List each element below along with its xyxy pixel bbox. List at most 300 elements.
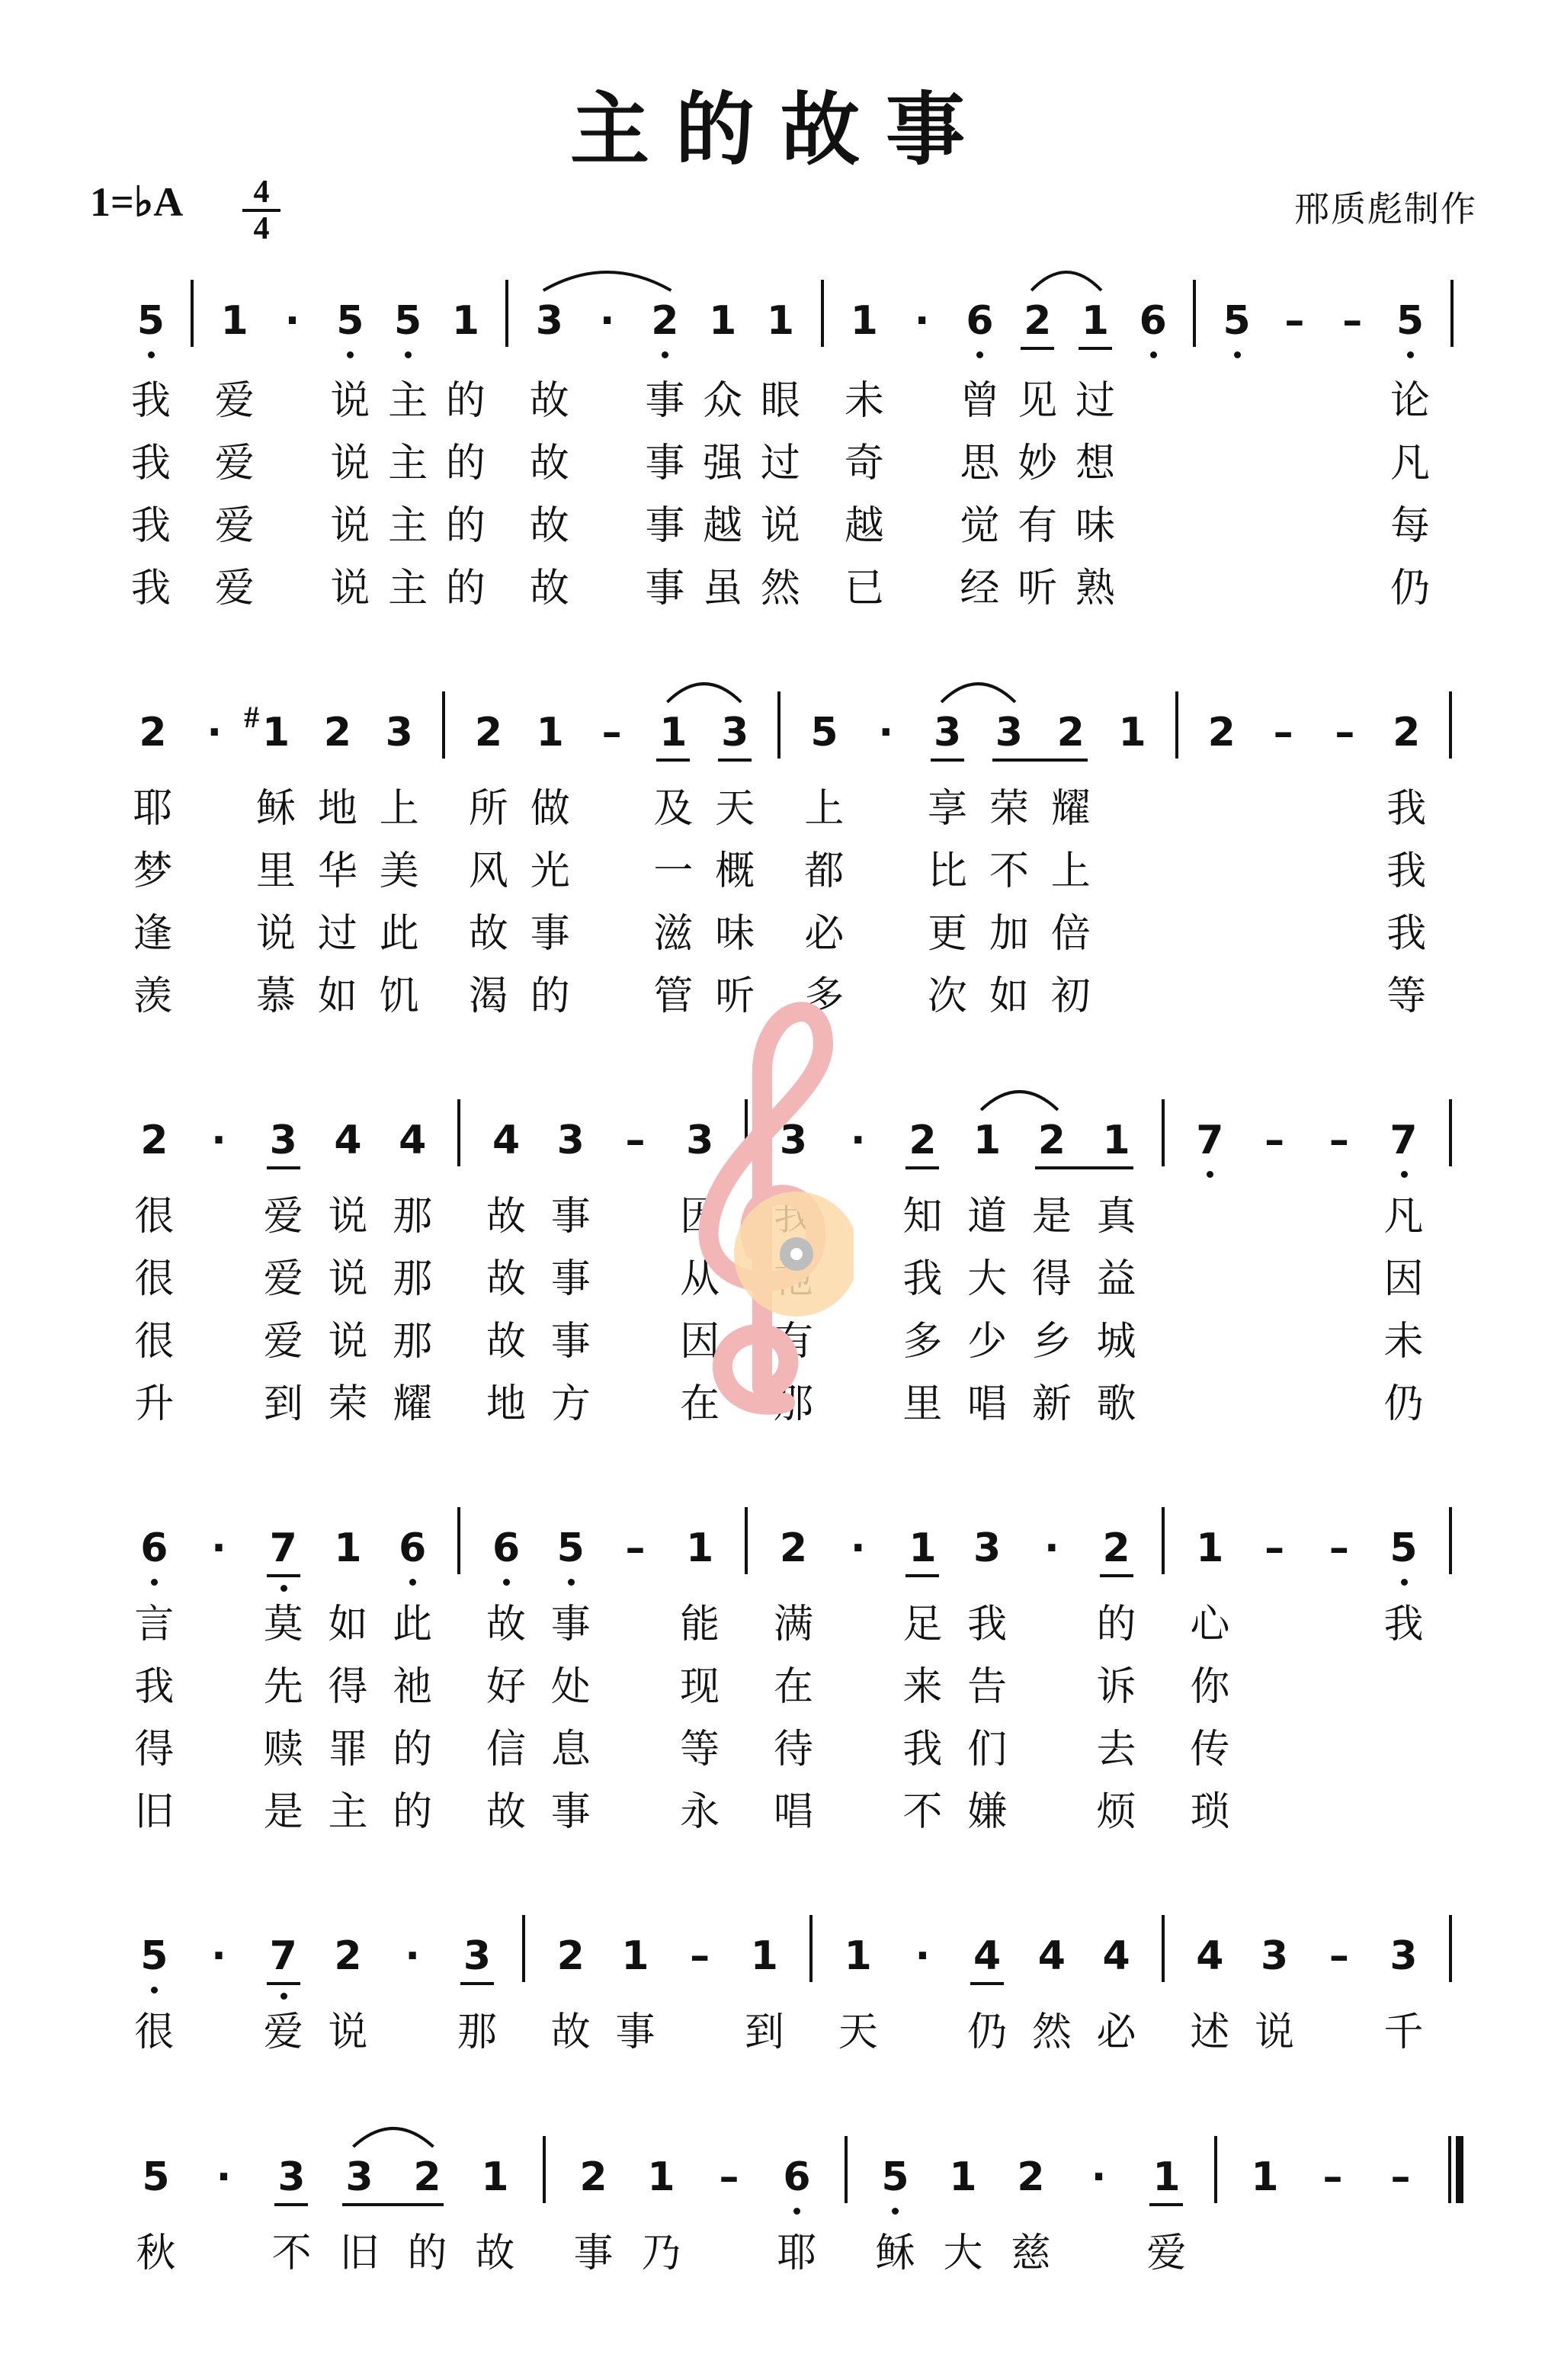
lyric-char: 一 — [653, 848, 694, 894]
lyric-char: 见 — [1018, 378, 1058, 424]
lyric-char: 仍 — [1383, 1381, 1424, 1427]
note-6: 6 — [783, 2154, 811, 2200]
lower-octave-dot — [148, 351, 155, 358]
lyric-char: 爱 — [214, 566, 255, 611]
lyric-char: 秋 — [136, 2231, 176, 2276]
time-signature — [242, 175, 280, 245]
lyric-char: 所 — [468, 786, 508, 832]
eighth-underline — [906, 1166, 939, 1169]
note-3: 3 — [686, 1118, 714, 1163]
treble-clef-watermark — [671, 973, 854, 1433]
eighth-underline — [267, 1166, 300, 1169]
lyric-char: 得 — [1031, 1256, 1072, 1302]
lyric-char: 的 — [530, 973, 570, 1019]
lyric-char: 等 — [680, 1727, 720, 1772]
lower-octave-dot — [280, 1993, 287, 2000]
lyric-char: 因 — [680, 1194, 720, 1240]
note-3: 3 — [995, 710, 1023, 755]
lower-octave-dot — [1234, 351, 1241, 358]
note-2: 2 — [1393, 710, 1421, 755]
eighth-underline — [1021, 347, 1054, 350]
lyric-char: 稣 — [256, 786, 296, 832]
lower-octave-dot — [1150, 351, 1157, 358]
lyric-char: 概 — [715, 848, 755, 894]
final-barline — [1456, 2136, 1463, 2203]
lyric-char: 是 — [1031, 1194, 1072, 1240]
key-and-time-signature — [90, 175, 288, 250]
lyric-char: 事 — [615, 2010, 655, 2055]
tie-arc — [543, 272, 672, 290]
lyric-char: 说 — [328, 1319, 368, 1365]
lyric-char: 少 — [967, 1319, 1008, 1365]
lyric-char: 歌 — [1096, 1381, 1136, 1427]
lyric-char: 事 — [645, 503, 685, 549]
lyric-char: 仍 — [967, 2010, 1008, 2055]
note-1: 1 — [659, 710, 688, 755]
lyric-char: 事 — [550, 1602, 591, 1647]
note-3: 3 — [933, 710, 962, 755]
lyric-char: 都 — [804, 848, 845, 894]
note-2: 2 — [1102, 1525, 1130, 1571]
lyric-char: 过 — [1075, 378, 1115, 424]
lyric-char: 在 — [680, 1381, 720, 1427]
dash-note: – — [601, 710, 622, 755]
lyric-char: 升 — [134, 1381, 175, 1427]
note-1: 1 — [844, 1933, 872, 1979]
lyric-char: 故 — [486, 1194, 527, 1240]
lyric-char: 必 — [1096, 2010, 1136, 2055]
note-3: 3 — [1261, 1933, 1289, 1979]
augmentation-dot: · — [1091, 2154, 1107, 2200]
lyric-char: 天 — [838, 2010, 878, 2055]
lyric-char: 从 — [680, 1256, 720, 1302]
lyric-char: 乃 — [641, 2231, 681, 2276]
lyric-char: 事 — [645, 441, 685, 486]
lyric-char: 滋 — [653, 911, 694, 957]
lyric-char: 梦 — [133, 848, 173, 894]
dash-note: – — [1335, 710, 1355, 755]
augmentation-dot: · — [914, 298, 930, 344]
lyric-char: 能 — [680, 1602, 720, 1647]
lyric-char: 因 — [680, 1319, 720, 1365]
lyric-char: 我 — [130, 503, 171, 549]
lyric-char: 倍 — [1050, 911, 1091, 957]
lyric-char: 慕 — [256, 973, 296, 1019]
tie-arc — [981, 1092, 1058, 1110]
note-5: 5 — [1396, 298, 1425, 344]
note-1: 1 — [949, 2154, 977, 2200]
lyric-char: 大 — [967, 1256, 1008, 1302]
lyric-char: 爱 — [214, 503, 255, 549]
lyric-char: 得 — [134, 1727, 175, 1772]
dash-note: – — [1265, 1118, 1285, 1163]
lyric-char: 事 — [550, 1319, 591, 1365]
lower-octave-dot — [503, 1579, 510, 1586]
note-1: 1 — [1196, 1525, 1224, 1571]
note-2: 2 — [323, 710, 351, 755]
barline — [1449, 1507, 1452, 1574]
lyric-char: 做 — [530, 786, 570, 832]
time-signature-top: 4 — [253, 175, 270, 210]
lyric-char: 满 — [773, 1602, 814, 1647]
lyric-char: 故 — [529, 441, 569, 486]
lyric-char: 不 — [271, 2231, 312, 2276]
lyric-char: 有 — [773, 1319, 814, 1365]
lyric-char: 永 — [680, 1789, 720, 1835]
lyric-char: 新 — [1031, 1381, 1072, 1427]
lyric-char: 故 — [486, 1319, 527, 1365]
lyric-char: 们 — [967, 1727, 1008, 1772]
lyric-char: 故 — [486, 1789, 527, 1835]
note-3: 3 — [721, 710, 749, 755]
tie-arc — [667, 684, 741, 702]
lyric-char: 荣 — [989, 786, 1029, 832]
note-3: 3 — [535, 298, 563, 344]
lyric-char: 的 — [445, 378, 486, 424]
lyric-char: 那 — [393, 1319, 433, 1365]
note-5: 5 — [1390, 1525, 1418, 1571]
barline — [809, 1915, 813, 1982]
lyric-char: 虽 — [703, 566, 743, 611]
lower-octave-dot — [793, 2208, 800, 2215]
note-1: 1 — [709, 298, 737, 344]
lyric-char: 大 — [943, 2231, 983, 2276]
lyric-char: 如 — [989, 973, 1029, 1019]
lyric-char: 知 — [902, 1194, 943, 1240]
note-2: 2 — [1207, 710, 1236, 755]
note-1: 1 — [261, 710, 290, 755]
lyric-char: 待 — [773, 1727, 814, 1772]
dash-note: – — [1329, 1118, 1349, 1163]
lyric-char: 故 — [475, 2231, 515, 2276]
lyric-char: 必 — [804, 911, 845, 957]
lower-octave-dot — [976, 351, 983, 358]
lyric-char: 已 — [844, 566, 884, 611]
lyric-char: 息 — [550, 1727, 591, 1772]
lyric-char: 爱 — [214, 441, 255, 486]
lyric-char: 我 — [1386, 911, 1427, 957]
lyric-char: 说 — [328, 2010, 368, 2055]
lyric-char: 此 — [393, 1602, 433, 1647]
note-3: 3 — [1390, 1933, 1418, 1979]
note-1: 1 — [451, 298, 479, 344]
lyric-char: 及 — [653, 786, 694, 832]
lyric-char: 故 — [529, 566, 569, 611]
lower-octave-dot — [280, 1585, 287, 1592]
lyric-char: 我 — [967, 1602, 1008, 1647]
dash-note: – — [1390, 2154, 1411, 2200]
lyric-char: 爱 — [214, 378, 255, 424]
note-3: 3 — [269, 1118, 297, 1163]
lyric-char: 的 — [1096, 1602, 1136, 1647]
lyric-char: 说 — [330, 503, 370, 549]
lyric-char: 说 — [256, 911, 296, 957]
lyric-char: 那 — [393, 1256, 433, 1302]
lyric-char: 次 — [928, 973, 968, 1019]
note-2: 2 — [413, 2154, 441, 2200]
augmentation-dot: · — [599, 298, 615, 344]
lower-octave-dot — [1401, 1171, 1408, 1178]
lyric-char: 我 — [1386, 848, 1427, 894]
lower-octave-dot — [405, 351, 412, 358]
note-1: 1 — [1152, 2154, 1181, 2200]
augmentation-dot: · — [211, 1933, 226, 1979]
barline — [777, 691, 780, 759]
lyric-char: 因 — [1383, 1256, 1424, 1302]
eighth-underline — [970, 1982, 1004, 1985]
eighth-underline — [1079, 347, 1112, 350]
lyric-char: 听 — [1018, 566, 1058, 611]
note-1: 1 — [1118, 710, 1146, 755]
lyric-char: 此 — [379, 911, 419, 957]
lyric-char: 里 — [902, 1381, 943, 1427]
lyric-char: 耀 — [1050, 786, 1091, 832]
note-6: 6 — [399, 1525, 427, 1571]
barline — [1175, 691, 1178, 759]
lyric-char: 爱 — [263, 1194, 303, 1240]
lyric-char: 到 — [263, 1381, 303, 1427]
barline — [1162, 1099, 1165, 1166]
lyric-char: 诉 — [1096, 1664, 1136, 1710]
lyric-char: 那 — [393, 1194, 433, 1240]
lyric-char: 饥 — [379, 973, 419, 1019]
lyric-char: 足 — [902, 1602, 943, 1647]
lyric-char: 现 — [680, 1664, 720, 1710]
lyric-char: 的 — [445, 441, 486, 486]
lyric-char: 过 — [760, 441, 800, 486]
lyric-char: 羡 — [133, 973, 173, 1019]
note-2: 2 — [139, 710, 167, 755]
lower-octave-dot — [151, 1579, 158, 1586]
lyric-char: 未 — [1383, 1319, 1424, 1365]
barline — [1448, 2136, 1451, 2203]
augmentation-dot: · — [1043, 1525, 1059, 1571]
lyric-char: 过 — [317, 911, 357, 957]
note-2: 2 — [474, 710, 502, 755]
note-4: 4 — [492, 1118, 521, 1163]
note-3: 3 — [973, 1525, 1002, 1571]
lyric-char: 事 — [645, 378, 685, 424]
lyric-char: 故 — [486, 1602, 527, 1647]
eighth-underline — [342, 2203, 444, 2206]
lyric-char: 如 — [328, 1602, 368, 1647]
lower-octave-dot — [662, 351, 668, 358]
lyric-char: 故 — [550, 2010, 591, 2055]
augmentation-dot: · — [850, 1118, 866, 1163]
lyric-char: 荣 — [328, 1381, 368, 1427]
note-4: 4 — [1196, 1933, 1224, 1979]
note-1: 1 — [750, 1933, 778, 1979]
dash-note: – — [1342, 298, 1363, 344]
lyric-char: 我 — [902, 1727, 943, 1772]
lyric-char: 故 — [529, 378, 569, 424]
note-3: 3 — [779, 1118, 808, 1163]
note-4: 4 — [973, 1933, 1002, 1979]
note-5: 5 — [394, 298, 422, 344]
note-7: 7 — [269, 1525, 297, 1571]
lyric-char: 主 — [388, 503, 428, 549]
lyric-char: 的 — [393, 1789, 433, 1835]
lyric-char: 不 — [902, 1789, 943, 1835]
lyric-char: 说 — [328, 1256, 368, 1302]
dash-note: – — [1265, 1525, 1285, 1571]
lyric-char: 爱 — [263, 1319, 303, 1365]
lower-octave-dot — [151, 1987, 158, 1993]
lyric-char: 故 — [529, 503, 569, 549]
lyric-char: 上 — [804, 786, 845, 832]
augmentation-dot: · — [211, 1118, 226, 1163]
lyric-char: 享 — [928, 786, 968, 832]
lyric-char: 你 — [1190, 1664, 1230, 1710]
note-2: 2 — [1024, 298, 1052, 344]
note-3: 3 — [556, 1118, 585, 1163]
barline — [821, 280, 824, 347]
tie-arc — [1031, 272, 1101, 290]
lyric-char: 到 — [744, 2010, 784, 2055]
eighth-underline — [1035, 1166, 1133, 1169]
lyric-char: 凡 — [1390, 441, 1431, 486]
eighth-underline — [460, 1982, 494, 1985]
lower-octave-dot — [1401, 1579, 1408, 1586]
note-1: 1 — [1102, 1118, 1130, 1163]
lyric-char: 里 — [256, 848, 296, 894]
lyric-char: 不 — [989, 848, 1029, 894]
lyric-char: 想 — [1075, 441, 1115, 486]
lyric-char: 说 — [328, 1194, 368, 1240]
lyric-char: 天 — [715, 786, 755, 832]
eighth-underline — [992, 759, 1088, 762]
lyric-char: 管 — [653, 973, 694, 1019]
note-2: 2 — [334, 1933, 362, 1979]
lyric-char: 我 — [130, 441, 171, 486]
barline — [505, 280, 508, 347]
eighth-underline — [931, 759, 964, 762]
augmentation-dot: · — [915, 1933, 931, 1979]
dash-note: – — [1329, 1525, 1349, 1571]
lyric-char: 事 — [573, 2231, 614, 2276]
lyric-char: 熟 — [1075, 566, 1115, 611]
lyric-char: 众 — [703, 378, 743, 424]
lyric-char: 耶 — [133, 786, 173, 832]
note-5: 5 — [556, 1525, 585, 1571]
lyric-char: 觉 — [960, 503, 1000, 549]
lyric-char: 的 — [445, 503, 486, 549]
lyric-char: 我 — [130, 566, 171, 611]
note-5: 5 — [881, 2154, 909, 2200]
lower-octave-dot — [892, 2208, 899, 2215]
lyric-char: 我 — [902, 1256, 943, 1302]
barline — [457, 1099, 460, 1166]
augmentation-dot: · — [878, 710, 894, 755]
barline — [1162, 1915, 1165, 1982]
lyric-char: 事 — [550, 1789, 591, 1835]
lyric-char: 益 — [1096, 1256, 1136, 1302]
lyric-char: 越 — [703, 503, 743, 549]
note-7: 7 — [1390, 1118, 1418, 1163]
lyric-char: 地 — [317, 786, 357, 832]
barline — [1214, 2136, 1217, 2203]
lyric-char: 事 — [645, 566, 685, 611]
lyric-char: 论 — [1390, 378, 1431, 424]
eighth-underline — [1100, 1574, 1133, 1577]
lyric-char: 我 — [134, 1664, 175, 1710]
song-title: 主的故事 — [569, 82, 991, 176]
lyric-char: 说 — [1255, 2010, 1295, 2055]
sharp-accidental: # — [244, 700, 260, 734]
lyric-char: 信 — [486, 1727, 527, 1772]
lyric-char: 罪 — [328, 1727, 368, 1772]
lyric-char: 初 — [1050, 973, 1091, 1019]
note-7: 7 — [269, 1933, 297, 1979]
lyric-char: 越 — [844, 503, 884, 549]
lyric-char: 那 — [773, 1381, 814, 1427]
lyric-char: 然 — [760, 566, 800, 611]
lyric-char: 说 — [330, 566, 370, 611]
eighth-underline — [1149, 2203, 1183, 2206]
lyric-char: 主 — [388, 566, 428, 611]
lower-octave-dot — [1407, 351, 1414, 358]
augmentation-dot: · — [211, 1525, 226, 1571]
note-4: 4 — [399, 1118, 427, 1163]
note-3: 3 — [385, 710, 413, 755]
note-5: 5 — [140, 1933, 168, 1979]
note-1: 1 — [481, 2154, 509, 2200]
eighth-underline — [906, 1574, 939, 1577]
note-1: 1 — [647, 2154, 675, 2200]
lyric-char: 事 — [530, 911, 570, 957]
lyric-char: 听 — [715, 973, 755, 1019]
note-1: 1 — [909, 1525, 937, 1571]
lyric-char: 主 — [388, 441, 428, 486]
lyric-char: 奇 — [844, 441, 884, 486]
note-2: 2 — [1056, 710, 1085, 755]
lyric-char: 每 — [1390, 503, 1431, 549]
note-2: 2 — [909, 1118, 937, 1163]
lyric-char: 耶 — [777, 2231, 817, 2276]
lyric-char: 去 — [1096, 1727, 1136, 1772]
time-signature-bottom: 4 — [242, 209, 280, 245]
note-5: 5 — [1223, 298, 1251, 344]
lyric-char: 曾 — [960, 378, 1000, 424]
lyric-char: 唱 — [773, 1789, 814, 1835]
note-4: 4 — [1037, 1933, 1066, 1979]
dash-note: – — [719, 2154, 739, 2200]
barline — [1449, 1099, 1452, 1166]
lyric-char: 爱 — [263, 2010, 303, 2055]
lyric-char: 很 — [134, 1319, 175, 1365]
augmentation-dot: · — [284, 298, 300, 344]
note-4: 4 — [1102, 1933, 1130, 1979]
lyric-char: 那 — [457, 2010, 497, 2055]
lyric-char: 在 — [773, 1664, 814, 1710]
note-1: 1 — [621, 1933, 649, 1979]
lyric-char: 逢 — [133, 911, 173, 957]
note-1: 1 — [766, 298, 795, 344]
lyric-char: 的 — [445, 566, 486, 611]
eighth-underline — [656, 759, 690, 762]
lyric-char: 凡 — [1383, 1194, 1424, 1240]
note-1: 1 — [850, 298, 878, 344]
lyric-char: 很 — [134, 1256, 175, 1302]
lyric-char: 旧 — [339, 2231, 380, 2276]
lyric-char: 来 — [902, 1664, 943, 1710]
dash-note: – — [690, 1933, 710, 1979]
lyric-char: 我 — [130, 378, 171, 424]
lyric-char: 主 — [328, 1789, 368, 1835]
author-credit: 邢质彪制作 — [1294, 188, 1477, 229]
lyric-char: 好 — [486, 1664, 527, 1710]
note-2: 2 — [1017, 2154, 1045, 2200]
